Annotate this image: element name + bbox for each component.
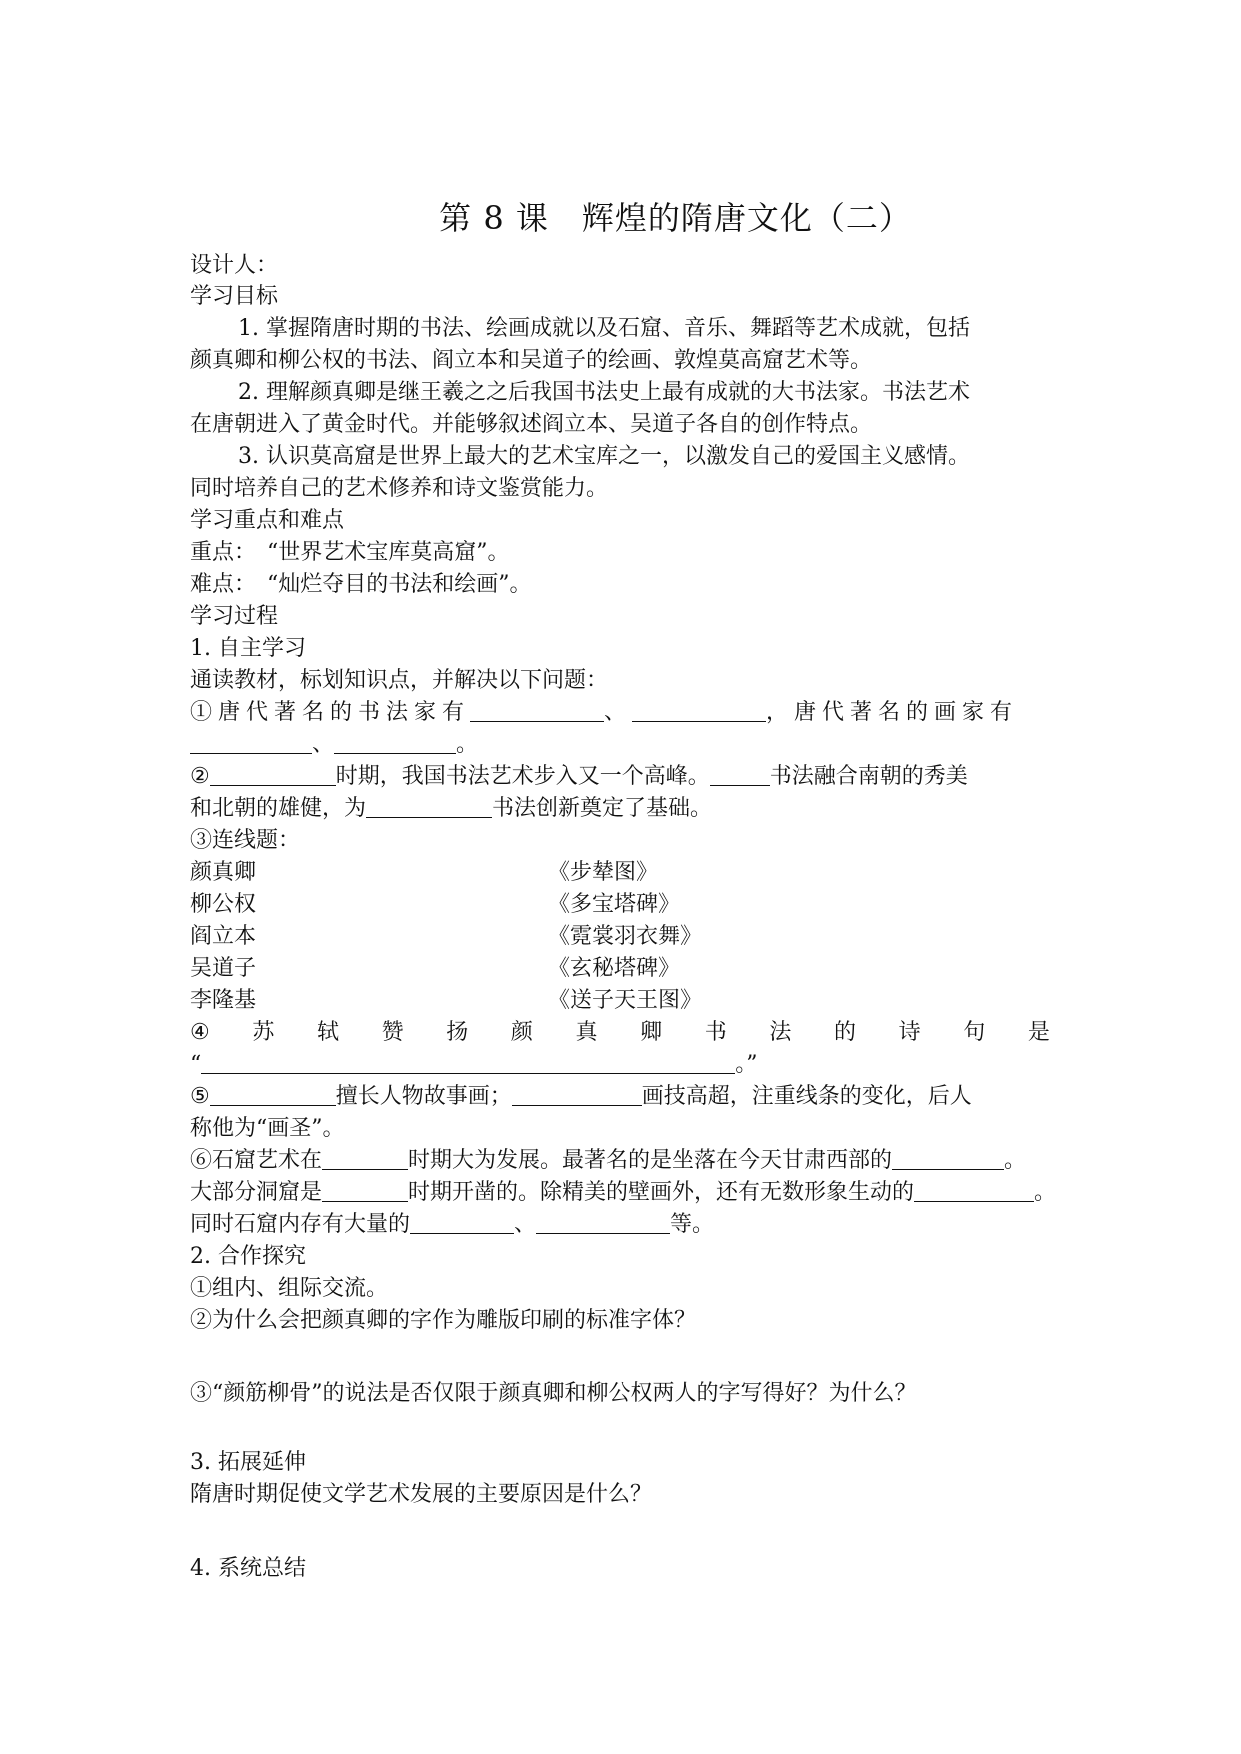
question-4-line-2 — [190, 1049, 758, 1081]
section-3-question: 隋唐时期促使文学艺术发展的主要原因是什么？ — [190, 1482, 653, 1507]
section-3-heading: 3. 拓展延伸 — [190, 1450, 306, 1475]
section-1-heading: 1. 自主学习 — [190, 636, 306, 661]
answer-blank[interactable] — [512, 1083, 642, 1106]
q6-text-i: 等。 — [670, 1212, 715, 1237]
question-6-line-3 — [190, 1209, 714, 1241]
match-right-item: 《霓裳羽衣舞》 — [548, 924, 703, 949]
q2-text-b: 时期，我国书法艺术步入又一个高峰。 — [335, 764, 710, 789]
answer-blank[interactable] — [536, 1211, 670, 1234]
q1-text-c: ，唐代著名的画家有 — [766, 700, 1019, 725]
q1-text-b: 、 — [604, 700, 633, 725]
section-4-heading: 4. 系统总结 — [190, 1556, 306, 1581]
q6-text-b: 时期大为发展。最著名的是坐落在今天甘肃西部的 — [408, 1148, 893, 1173]
answer-blank[interactable] — [190, 731, 312, 754]
q4-char: 颜 — [510, 1020, 533, 1045]
q6-text-g: 同时石窟内存有大量的 — [190, 1212, 411, 1237]
q4-char: 的 — [833, 1020, 856, 1045]
q4-char: 是 — [1027, 1020, 1050, 1045]
q1-text-e: 。 — [456, 732, 479, 757]
designer-label: 设计人： — [190, 253, 279, 278]
q4-char: 赞 — [381, 1020, 404, 1045]
q6-text-e: 时期开凿的。除精美的壁画外，还有无数形象生动的 — [408, 1180, 915, 1205]
goal-1-line-1: 1. 掌握隋唐时期的书法、绘画成就以及石窟、音乐、舞蹈等艺术成就，包括 — [238, 316, 970, 341]
answer-blank[interactable] — [914, 1179, 1034, 1202]
q4-char: 真 — [575, 1020, 598, 1045]
answer-blank[interactable] — [632, 699, 766, 722]
match-left-item: 吴道子 — [190, 956, 257, 981]
section-2-item: ③“颜筋柳骨”的说法是否仅限于颜真卿和柳公权两人的字写得好？为什么？ — [190, 1381, 917, 1406]
q1-text-d: 、 — [312, 732, 335, 757]
answer-blank[interactable] — [322, 1179, 408, 1202]
goal-2-line-1: 2. 理解颜真卿是继王羲之之后我国书法史上最有成就的大书法家。书法艺术 — [238, 380, 970, 405]
question-1-line-2 — [190, 729, 478, 761]
q6-text-a: ⑥石窟艺术在 — [190, 1148, 323, 1173]
q4-char: 法 — [769, 1020, 792, 1045]
section-1-intro: 通读教材，标划知识点，并解决以下问题： — [190, 668, 609, 693]
answer-blank[interactable] — [710, 763, 770, 786]
match-left-item: 李隆基 — [190, 988, 257, 1013]
question-3-heading: ③连线题： — [190, 828, 301, 853]
q4-close-quote: 。” — [735, 1052, 758, 1077]
answer-blank[interactable] — [210, 1083, 336, 1106]
question-4-line-1 — [190, 1017, 1050, 1049]
q4-open-quote: “ — [190, 1052, 202, 1077]
q4-char: 扬 — [446, 1020, 469, 1045]
question-6-line-2 — [190, 1177, 1056, 1209]
q4-char: 轼 — [316, 1020, 339, 1045]
q1-text-a: ①唐代著名的书法家有 — [190, 700, 471, 725]
goal-1-line-2: 颜真卿和柳公权的书法、阎立本和吴道子的绘画、敦煌莫高窟艺术等。 — [190, 348, 873, 373]
match-right-item: 《步辇图》 — [548, 860, 659, 885]
q5-text-c: 画技高超，注重线条的变化，后人 — [641, 1084, 972, 1109]
key-heading: 学习重点和难点 — [190, 508, 345, 533]
q4-char: 句 — [963, 1020, 986, 1045]
match-right-item: 《送子天王图》 — [548, 988, 703, 1013]
q2-text-d: 和北朝的雄健，为 — [190, 796, 367, 821]
q2-text-e: 书法创新奠定了基础。 — [492, 796, 713, 821]
q5-text-a: ⑤ — [190, 1084, 210, 1109]
q2-text-a: ② — [190, 764, 210, 789]
goals-heading: 学习目标 — [190, 284, 279, 309]
question-2-line-1 — [190, 761, 968, 793]
q4-char: 卿 — [640, 1020, 663, 1045]
q2-text-c: 书法融合南朝的秀美 — [769, 764, 968, 789]
answer-blank[interactable] — [334, 731, 456, 754]
q6-text-d: 大部分洞窟是 — [190, 1180, 323, 1205]
goal-3-line-2: 同时培养自己的艺术修养和诗文鉴赏能力。 — [190, 476, 609, 501]
q4-char: 书 — [704, 1020, 727, 1045]
q5-text-b: 擅长人物故事画； — [335, 1084, 512, 1109]
section-2-item: ①组内、组际交流。 — [190, 1276, 389, 1301]
section-2-heading: 2. 合作探究 — [190, 1244, 306, 1269]
answer-blank[interactable] — [366, 795, 492, 818]
process-heading: 学习过程 — [190, 604, 279, 629]
goal-3-line-1: 3. 认识莫高窟是世界上最大的艺术宝库之一，以激发自己的爱国主义感情。 — [238, 444, 970, 469]
difficult-point: 难点： “灿烂夺目的书法和绘画”。 — [190, 572, 532, 597]
q4-char: 苏 — [252, 1020, 275, 1045]
answer-blank[interactable] — [410, 1211, 514, 1234]
answer-blank[interactable] — [201, 1051, 735, 1074]
q6-text-c: 。 — [1004, 1148, 1027, 1173]
goal-2-line-2: 在唐朝进入了黄金时代。并能够叙述阎立本、吴道子各自的创作特点。 — [190, 412, 873, 437]
question-6-line-1 — [190, 1145, 1026, 1177]
q6-text-f: 。 — [1034, 1180, 1057, 1205]
question-5-line-2: 称他为“画圣”。 — [190, 1116, 345, 1141]
question-2-line-2 — [190, 793, 712, 825]
answer-blank[interactable] — [892, 1147, 1004, 1170]
match-right-item: 《多宝塔碑》 — [548, 892, 681, 917]
page-title: 第 8 课 辉煌的隋唐文化（二） — [439, 199, 912, 237]
q4-char: 诗 — [898, 1020, 921, 1045]
match-left-item: 阎立本 — [190, 924, 257, 949]
section-2-item: ②为什么会把颜真卿的字作为雕版印刷的标准字体？ — [190, 1308, 697, 1333]
answer-blank[interactable] — [210, 763, 336, 786]
answer-blank[interactable] — [470, 699, 604, 722]
match-left-item: 柳公权 — [190, 892, 257, 917]
q4-char: ④ — [190, 1020, 210, 1045]
question-5-line-1 — [190, 1081, 972, 1113]
question-1-line-1 — [190, 697, 1018, 729]
match-left-item: 颜真卿 — [190, 860, 257, 885]
answer-blank[interactable] — [322, 1147, 408, 1170]
key-point: 重点： “世界艺术宝库莫高窟”。 — [190, 540, 510, 565]
q6-text-h: 、 — [514, 1212, 537, 1237]
match-right-item: 《玄秘塔碑》 — [548, 956, 681, 981]
